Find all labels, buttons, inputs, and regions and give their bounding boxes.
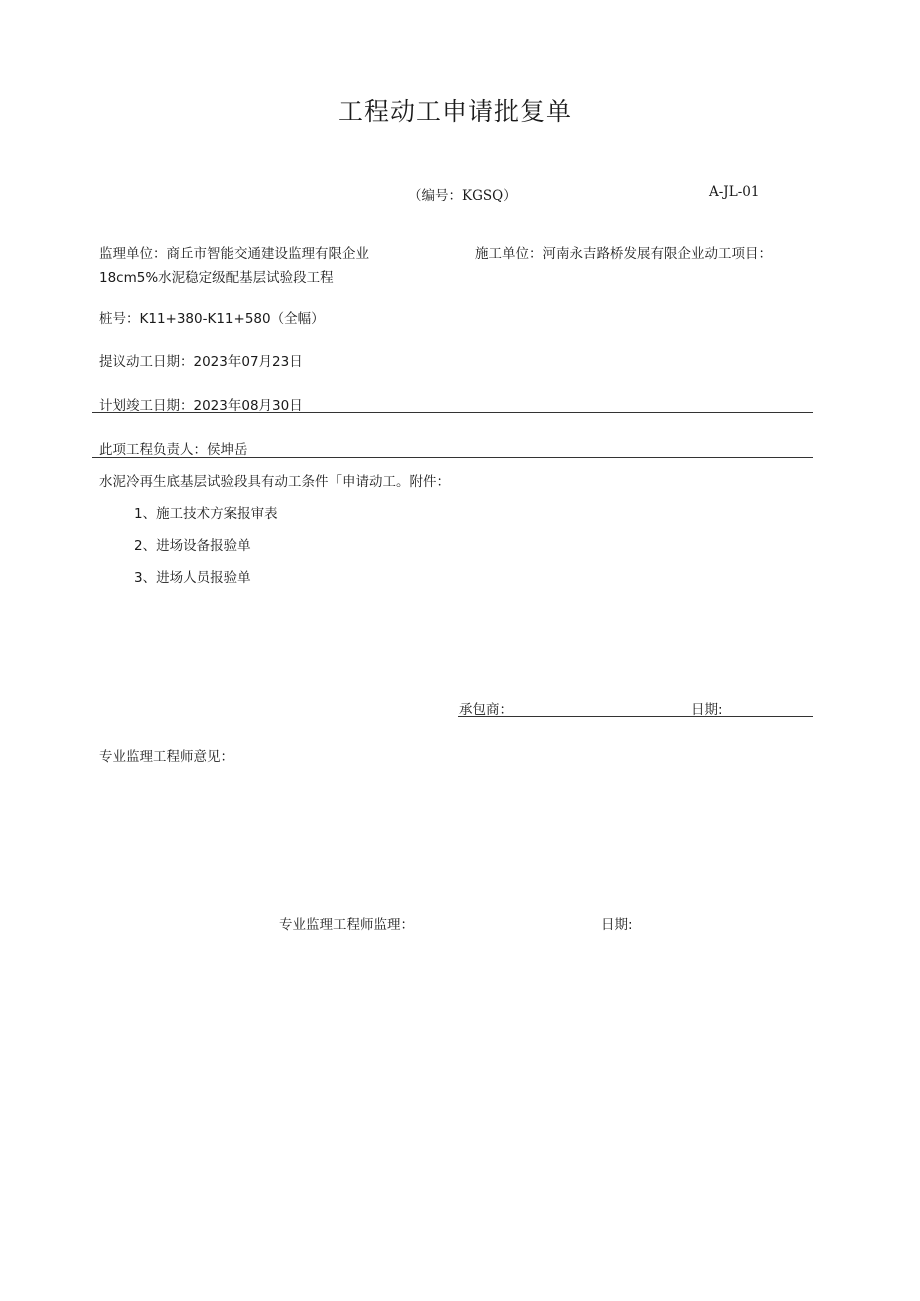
proposed-start-date: 提议动工日期：2023年07月23日 <box>99 354 303 370</box>
document-title: 工程动工申请批复单 <box>337 97 572 126</box>
contractor-date-label: 日期: <box>691 702 723 718</box>
number-label: （编号：KGSQ） <box>408 188 517 204</box>
planned-finish-date: 计划竣工日期：2023年08月30日 <box>99 398 303 414</box>
attachment-item: 3、进场人员报验单 <box>134 570 251 586</box>
attachment-item: 2、进场设备报验单 <box>134 538 251 554</box>
signature-line <box>458 716 813 717</box>
form-code: A-JL-01 <box>709 184 760 200</box>
engineer-date-label: 日期: <box>601 917 633 933</box>
supervisor-unit: 监理单位：商丘市智能交通建设监理有限企业 <box>99 246 369 262</box>
divider-line <box>92 412 813 413</box>
engineer-signature-label: 专业监理工程师监理： <box>279 917 414 933</box>
station-number: 桩号：K11+380-K11+580（全幅） <box>99 311 325 327</box>
project-name: 18cm5%水泥稳定级配基层试验段工程 <box>99 270 334 286</box>
contractor-unit: 施工单位：河南永吉路桥发展有限企业动工项目： <box>475 246 772 262</box>
attachment-item: 1、施工技术方案报审表 <box>134 506 278 522</box>
responsible-person: 此项工程负责人：侯坤岳 <box>99 442 248 458</box>
contractor-signature-label: 承包商： <box>459 702 513 718</box>
application-statement: 水泥冷再生底基层试验段具有动工条件「申请动工。附件： <box>99 474 450 490</box>
divider-line <box>92 457 813 458</box>
engineer-opinion-label: 专业监理工程师意见： <box>99 749 234 765</box>
